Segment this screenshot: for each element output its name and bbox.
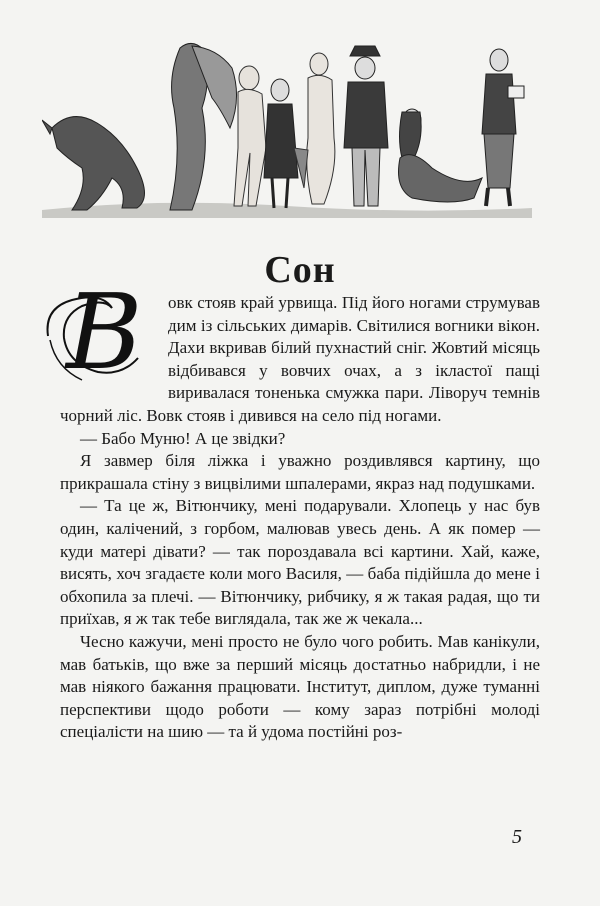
paragraph-1 <box>60 271 540 428</box>
dropcap-letter: В <box>66 271 143 393</box>
paragraph-3: Я завмер біля ліжка і уважно роздивлявся картину, що прикрашала стіну з вицвілими шпалерами, якраз над подушками. <box>60 451 540 493</box>
chapter-title: Сон <box>264 249 336 291</box>
dropcap <box>42 271 160 393</box>
chapter-body <box>60 271 540 744</box>
paragraph-5: Чесно кажучи, мені просто не було чого робить. Мав канікули, мав батьків, що вже за перший місяць достатньо набридли, і не мав ніякого бажання працювати. Інститут, диплом, дуже туманні перспективи щодо роботи — кому зараз потрібні молоді спеціалісти на шию — та й удома постійні роз- <box>60 631 540 742</box>
page-number: 5 <box>512 826 522 848</box>
chapter-illustration <box>42 38 532 218</box>
paragraph-4: — Та це ж, Вітюнчику, мені подарували. Хлопець у нас був один, калічений, з горбом, малював увесь день. А як помер — куди матері дівати? — так пороздавала всі картини. Хай, каже, висять, хоч згадаєте коли мого Василя, — баба підійшла до мене і обхопила за плечі. — Вітюнчику, рибчику, я ж такая радая, що ти приїхав, я ж так тебе виглядала, так же ж чекала... <box>60 496 540 629</box>
paragraph-2: — Бабо Муню! А це звідки? <box>80 428 286 448</box>
paragraph-1-text: овк стояв край урвища. Під його ногами струмував дим із сільських димарів. Світилися вогники вікон. Дахи вкривав білий пухнастий сніг. Жовтий місяць відбивався у вовчих очах, а з ікластої пащі виривалася тоненька смужка пари. Ліворуч темнів чорний ліс. Вовк стояв і дивився на село під ногами. <box>60 293 540 425</box>
